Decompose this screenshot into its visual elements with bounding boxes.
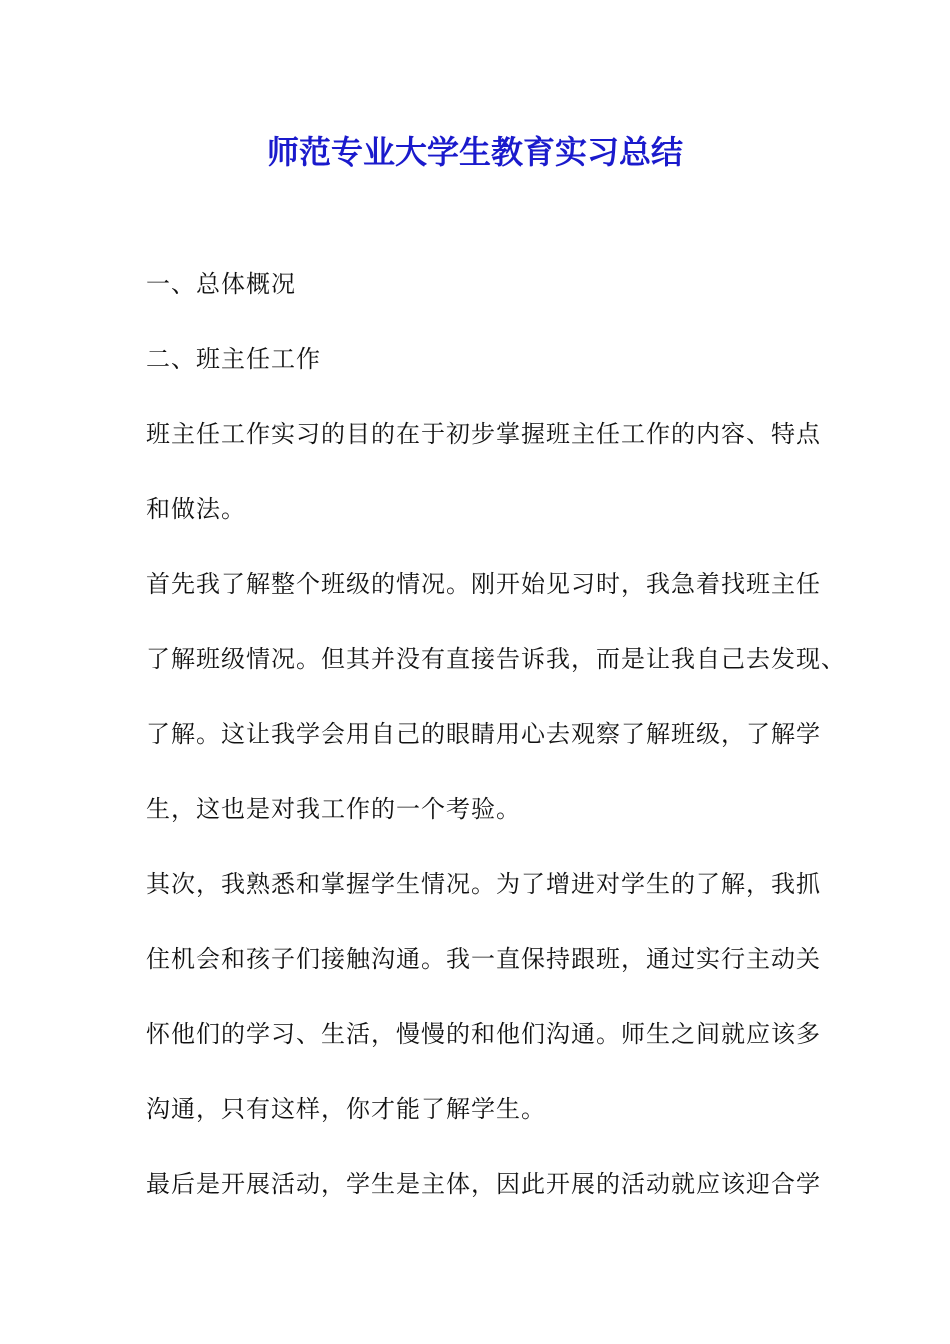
paragraph-line: 和做法。 [146,495,246,523]
section-heading-class-teacher: 二、班主任工作 [146,345,321,373]
paragraph-line: 最后是开展活动，学生是主体，因此开展的活动就应该迎合学 [146,1170,821,1198]
section-heading-overview: 一、总体概况 [146,270,296,298]
paragraph-line: 生，这也是对我工作的一个考验。 [146,795,521,823]
paragraph-line: 沟通，只有这样，你才能了解学生。 [146,1095,546,1123]
paragraph-line: 了解。这让我学会用自己的眼睛用心去观察了解班级，了解学 [146,720,821,748]
paragraph-line: 住机会和孩子们接触沟通。我一直保持跟班，通过实行主动关 [146,945,821,973]
paragraph-line: 首先我了解整个班级的情况。刚开始见习时，我急着找班主任 [146,570,821,598]
paragraph-line: 班主任工作实习的目的在于初步掌握班主任工作的内容、特点 [146,420,821,448]
paragraph-line: 怀他们的学习、生活，慢慢的和他们沟通。师生之间就应该多 [146,1020,821,1048]
document-title: 师范专业大学生教育实习总结 [266,133,683,171]
paragraph-line: 了解班级情况。但其并没有直接告诉我，而是让我自己去发现、 [146,645,846,673]
paragraph-line: 其次，我熟悉和掌握学生情况。为了增进对学生的了解，我抓 [146,870,821,898]
